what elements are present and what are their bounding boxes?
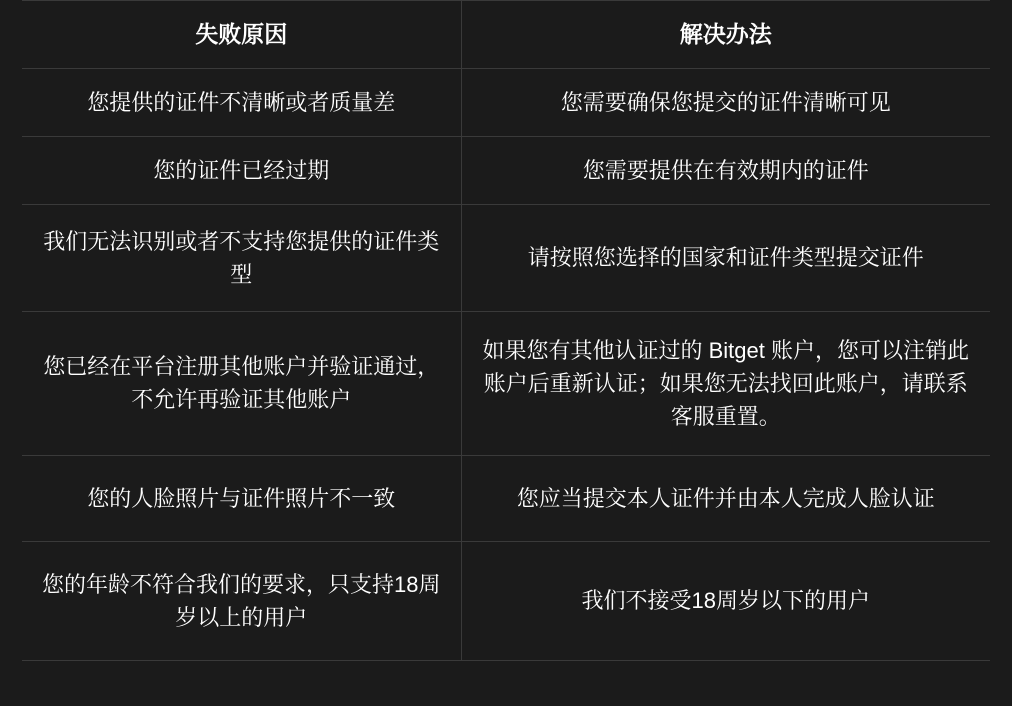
cell-solution: 请按照您选择的国家和证件类型提交证件 <box>461 204 990 311</box>
table-row <box>22 455 990 541</box>
kyc-failure-reasons-table <box>22 0 990 661</box>
table-body <box>22 68 990 660</box>
column-header-solution: 解决办法 <box>461 1 990 69</box>
table-header-row <box>22 1 990 69</box>
table-row <box>22 68 990 136</box>
table-header <box>22 1 990 69</box>
cell-reason: 您的人脸照片与证件照片不一致 <box>22 455 461 541</box>
cell-solution: 我们不接受18周岁以下的用户 <box>461 541 990 660</box>
cell-reason: 您已经在平台注册其他账户并验证通过，不允许再验证其他账户 <box>22 311 461 455</box>
cell-solution: 您需要提供在有效期内的证件 <box>461 136 990 204</box>
table-row <box>22 311 990 455</box>
table-row <box>22 136 990 204</box>
column-header-reason: 失败原因 <box>22 1 461 69</box>
table-row <box>22 541 990 660</box>
table-row <box>22 204 990 311</box>
cell-reason: 您的证件已经过期 <box>22 136 461 204</box>
cell-solution: 您需要确保您提交的证件清晰可见 <box>461 68 990 136</box>
cell-reason: 您的年龄不符合我们的要求，只支持18周岁以上的用户 <box>22 541 461 660</box>
cell-solution: 如果您有其他认证过的 Bitget 账户，您可以注销此账户后重新认证；如果您无法找回此账户，请联系客服重置。 <box>461 311 990 455</box>
cell-solution: 您应当提交本人证件并由本人完成人脸认证 <box>461 455 990 541</box>
cell-reason: 您提供的证件不清晰或者质量差 <box>22 68 461 136</box>
cell-reason: 我们无法识别或者不支持您提供的证件类型 <box>22 204 461 311</box>
